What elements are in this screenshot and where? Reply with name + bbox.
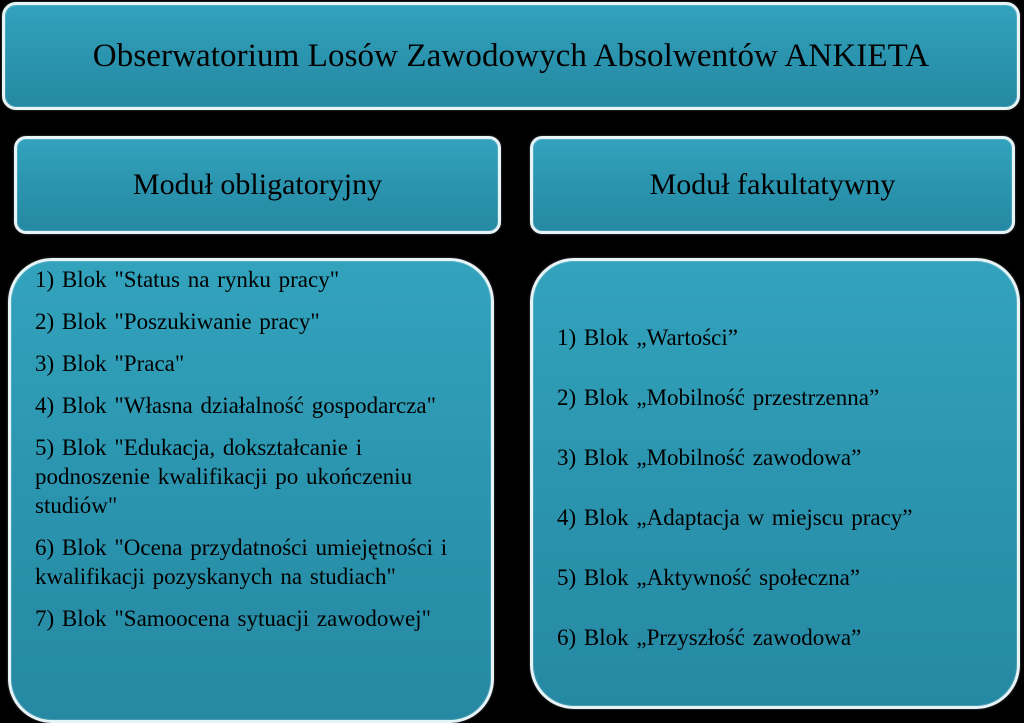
obligatory-block-item: 5) Blok "Edukacja, dokształcanie i podnoszenie kwalifikacji po ukończeniu studiów" [35, 435, 413, 518]
optional-block-item: 1) Blok „Wartości” [557, 325, 738, 350]
obligatory-block-item: 1) Blok "Status na rynku pracy" [35, 267, 340, 292]
diagram-title: Obserwatorium Losów Zawodowych Absolwentów ANKIETA [92, 37, 930, 74]
obligatory-block-item: 3) Blok "Praca" [35, 351, 185, 376]
obligatory-blocks-list [8, 258, 494, 723]
obligatory-module-label: Moduł obligatoryjny [132, 168, 383, 201]
optional-module-label: Moduł fakultatywny [649, 168, 896, 201]
title-box [2, 2, 1020, 110]
optional-block-item: 6) Blok „Przyszłość zawodowa” [557, 625, 862, 650]
optional-block-item: 3) Blok „Mobilność zawodowa” [557, 445, 862, 470]
optional-block-item: 5) Blok „Aktywność społeczna” [557, 565, 861, 590]
optional-blocks-list [530, 258, 1020, 709]
obligatory-block-item: 7) Blok "Samoocena sytuacji zawodowej" [35, 606, 431, 631]
obligatory-module-box [14, 136, 501, 234]
optional-block-item: 2) Blok „Mobilność przestrzenna” [557, 385, 880, 410]
obligatory-block-item: 2) Blok "Poszukiwanie pracy" [35, 309, 320, 334]
optional-module-box [530, 136, 1015, 234]
obligatory-block-item: 4) Blok "Własna działalność gospodarcza" [35, 393, 437, 418]
optional-block-item: 4) Blok „Adaptacja w miejscu pracy” [557, 505, 913, 530]
obligatory-block-item: 6) Blok "Ocena przydatności umiejętności i kwalifikacji pozyskanych na studiach" [35, 535, 448, 589]
